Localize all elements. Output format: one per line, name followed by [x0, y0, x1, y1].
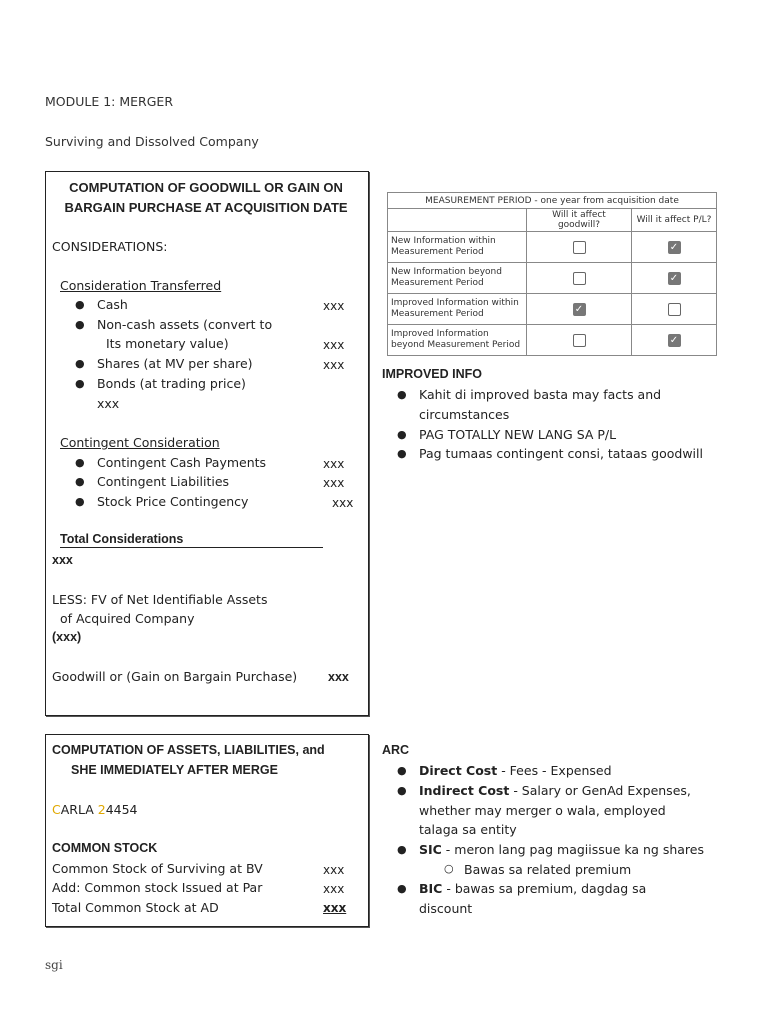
improved-info-title: IMPROVED INFO — [382, 367, 483, 381]
checkbox-checked-icon: ✓ — [573, 303, 586, 316]
value-shares: xxx — [323, 358, 345, 372]
improved-item-2: ● PAG TOTALLY NEW LANG SA P/L — [419, 427, 616, 442]
row-label: New Information within Measurement Period — [388, 232, 527, 263]
improved-item-3: ● Pag tumaas contingent consi, tataas goodwill — [419, 446, 703, 461]
she-title-line2: SHE IMMEDIATELY AFTER MERGE — [71, 763, 278, 777]
col-pl-header: Will it affect P/L? — [632, 209, 717, 232]
cs-row-issued: Add: Common stock Issued at Par — [52, 880, 263, 895]
arc-title: ARC — [382, 743, 410, 757]
value-noncash: xxx — [323, 338, 345, 352]
arc-direct-cost: ● Direct Cost - Fees - Expensed — [419, 763, 612, 778]
col-goodwill-header: Will it affect goodwill? — [527, 209, 632, 232]
goodwill-label: Goodwill or (Gain on Bargain Purchase) — [52, 669, 298, 684]
table-header-empty — [388, 209, 527, 232]
row-label: Improved Information within Measurement Period — [388, 294, 527, 325]
arc-sic: ● SIC - meron lang pag magiissue ka ng shares — [419, 842, 704, 857]
item-contingent-liabilities: ● Contingent Liabilities — [97, 474, 229, 489]
checkbox-checked-icon: ✓ — [668, 334, 681, 347]
item-noncash-cont: Its monetary value) — [106, 336, 229, 351]
cs-row-surviving: Common Stock of Surviving at BV — [52, 861, 263, 876]
item-stock-price: ● Stock Price Contingency — [97, 494, 248, 509]
arc-indirect-cost: ● Indirect Cost - Salary or GenAd Expenses, — [419, 783, 691, 798]
cs-value-issued: xxx — [323, 882, 345, 896]
goodwill-value: xxx — [328, 670, 349, 684]
item-cash: ● Cash — [97, 297, 128, 312]
module-heading: MODULE 1: MERGER — [45, 94, 174, 109]
value-bonds: xxx — [97, 396, 120, 411]
checkbox-checked-icon: ✓ — [668, 272, 681, 285]
measurement-period-table — [387, 192, 717, 356]
arc-indirect-cont1: whether may merger o wala, employed — [419, 803, 666, 818]
value-contingent-cash: xxx — [323, 457, 345, 471]
considerations-label: CONSIDERATIONS: — [52, 239, 168, 254]
item-bonds: ● Bonds (at trading price) — [97, 376, 246, 391]
item-noncash: ● Non-cash assets (convert to — [97, 317, 272, 332]
row-label: Improved Information beyond Measurement Period — [388, 325, 527, 356]
row-label: New Information beyond Measurement Period — [388, 263, 527, 294]
goodwill-title-line1: COMPUTATION OF GOODWILL OR GAIN ON — [69, 180, 343, 195]
handwritten-signature: sgi — [45, 958, 63, 972]
checkbox-unchecked-icon — [573, 272, 586, 285]
item-shares: ● Shares (at MV per share) — [97, 356, 253, 371]
arc-bic-cont: discount — [419, 901, 473, 916]
arc-sic-sub: ○ Bawas sa related premium — [464, 862, 631, 877]
arc-indirect-cont2: talaga sa entity — [419, 822, 517, 837]
contingent-consideration-label: Contingent Consideration — [60, 435, 220, 450]
goodwill-title-line2: BARGAIN PURCHASE AT ACQUISITION DATE — [64, 200, 348, 215]
cs-value-total: xxx — [323, 901, 347, 915]
total-underline — [60, 547, 323, 548]
cs-row-total: Total Common Stock at AD — [52, 900, 219, 915]
value-cash: xxx — [323, 299, 345, 313]
total-considerations-value: xxx — [52, 553, 73, 567]
checkbox-checked-icon: ✓ — [668, 241, 681, 254]
consideration-transferred-label: Consideration Transferred — [60, 278, 222, 293]
improved-item-1-cont: circumstances — [419, 407, 510, 422]
item-contingent-cash: ● Contingent Cash Payments — [97, 455, 266, 470]
measurement-table-title: MEASUREMENT PERIOD - one year from acquisition date — [388, 193, 717, 209]
improved-item-1: ● Kahit di improved basta may facts and — [419, 387, 661, 402]
less-fv-line2: of Acquired Company — [60, 611, 195, 626]
total-considerations-label: Total Considerations — [60, 532, 184, 546]
value-stock-price: xxx — [332, 496, 354, 510]
value-contingent-liabilities: xxx — [323, 476, 345, 490]
less-fv-value: (xxx) — [52, 630, 82, 644]
common-stock-label: COMMON STOCK — [52, 841, 158, 855]
carla-code: CARLA 24454 — [52, 802, 138, 817]
she-title-line1: COMPUTATION OF ASSETS, LIABILITIES, and — [52, 743, 325, 757]
cs-value-surviving: xxx — [323, 863, 345, 877]
checkbox-unchecked-icon — [573, 334, 586, 347]
checkbox-unchecked-icon — [573, 241, 586, 254]
checkbox-unchecked-icon — [668, 303, 681, 316]
page-subtitle: Surviving and Dissolved Company — [45, 134, 259, 149]
less-fv-line1: LESS: FV of Net Identifiable Assets — [52, 592, 268, 607]
arc-bic: ● BIC - bawas sa premium, dagdag sa — [419, 881, 646, 896]
